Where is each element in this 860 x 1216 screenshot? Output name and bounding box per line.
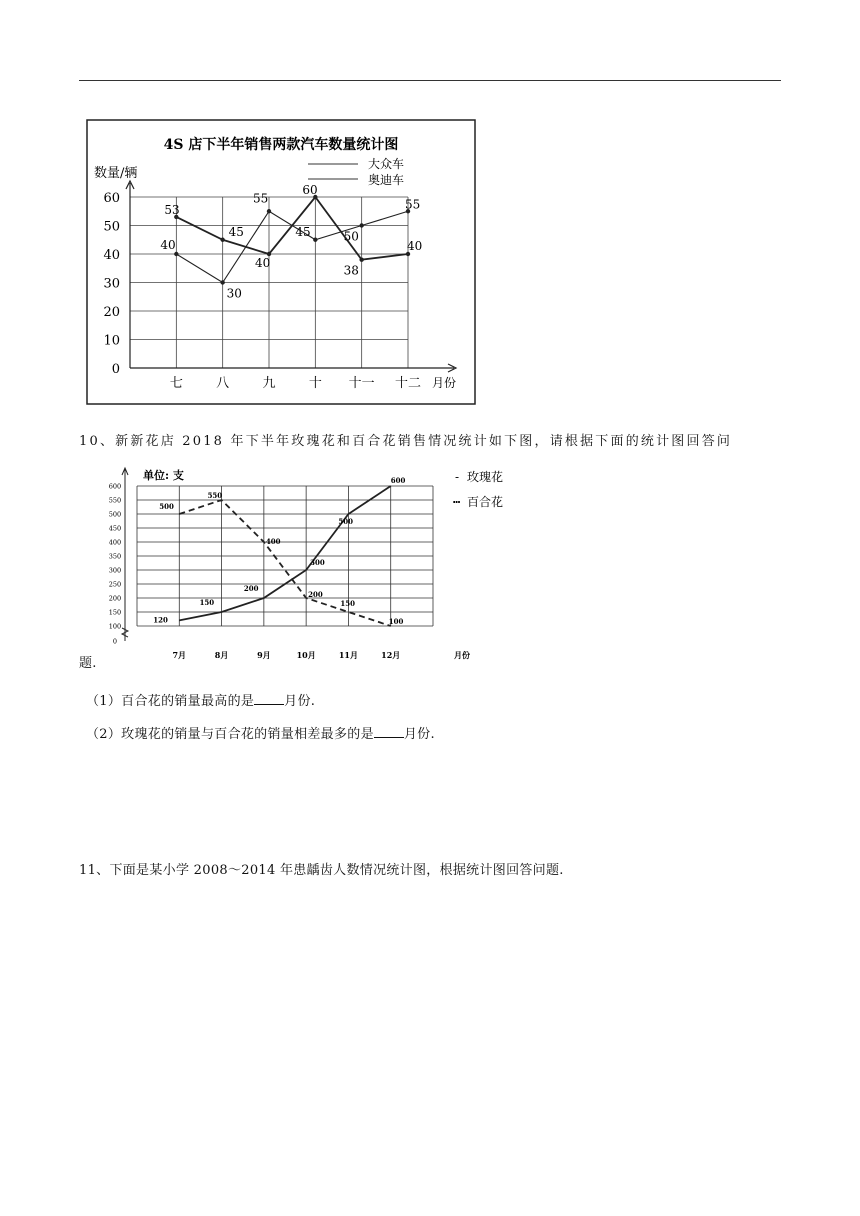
data-point [313,238,317,242]
x-tick-label: 11月 [338,650,358,660]
data-point [220,238,224,242]
grid [122,468,433,641]
x-tick-label: 十二 [394,376,422,391]
data-label: 55 [253,191,269,206]
axis-break [122,628,128,637]
y-tick-label: 20 [103,305,120,320]
y-tick-label: 450 [108,524,122,533]
legend-label-2: 百合花 [467,495,504,509]
data-label: 150 [340,599,356,608]
y-tick-label: 200 [108,594,122,603]
series-line-2 [179,500,390,626]
data-label: 45 [295,224,311,239]
y-axis-label: 单位: 支 [143,469,184,482]
question-10-continuation: 题. [79,656,97,671]
data-label: 45 [228,224,244,239]
sub-question-1-text: （1）百合花的销量最高的是 [86,694,255,709]
legend-label-2: 奥迪车 [368,173,405,187]
data-label: 200 [308,590,323,599]
data-point [267,209,271,213]
sub-question-1-suffix: 月份. [284,694,316,709]
x-tick-label: 10月 [296,650,316,660]
sub-question-2-suffix: 月份. [403,727,435,742]
flower-sales-line-chart [105,465,525,665]
data-point [174,252,178,256]
sub-question-1 [86,690,315,709]
data-label: 40 [407,239,423,253]
y-axis-label: 数量/辆 [94,166,138,181]
y-tick-label: 100 [108,622,122,631]
x-tick-label: 9月 [257,650,271,660]
data-label: 30 [226,286,242,301]
x-tick-label: 七 [169,376,183,391]
data-label: 500 [338,517,354,526]
answer-blank-1[interactable] [254,692,284,705]
chart-title: 4S 店下半年销售两款汽车数量统计图 [163,137,399,153]
data-point [359,258,363,262]
sub-question-2-text: （2）玫瑰花的销量与百合花的销量相差最多的是 [86,727,374,742]
x-tick-label: 十一 [348,376,375,391]
x-tick-label: 12月 [381,650,401,660]
y-tick-label: 350 [108,552,122,561]
data-label: 100 [388,617,404,626]
answer-blank-2[interactable] [374,725,404,738]
x-tick-label: 8月 [214,650,229,660]
data-label: 40 [160,238,176,252]
y-tick-label: 0 [112,637,118,646]
y-tick-label: 0 [111,362,120,377]
y-tick-label: 600 [108,482,122,491]
data-label: 120 [153,615,168,625]
x-tick-label: 7月 [172,650,187,660]
data-label: 550 [207,491,223,500]
legend-mark-1: - [455,470,460,484]
legend-label-1: 玫瑰花 [467,470,504,484]
data-label: 38 [343,263,359,278]
y-tick-label: 50 [103,219,120,235]
data-label: 60 [302,183,318,197]
data-label: 150 [199,598,215,607]
y-tick-label: 250 [108,580,122,589]
car-sales-line-chart [86,119,476,405]
data-label: 200 [243,584,259,593]
data-point [220,280,224,284]
y-tick-label: 150 [108,608,122,617]
data-label: 300 [310,558,325,567]
x-tick-label: 八 [216,376,230,391]
y-tick-label: 30 [103,276,120,292]
legend [453,470,503,509]
data-label: 600 [390,476,406,485]
y-tick-label: 300 [108,566,122,575]
question-10-text: 10、新新花店 2018 年下半年玫瑰花和百合花销售情况统计如下图，请根据下面的统计图回答问 [79,434,733,449]
y-tick-label: 60 [103,191,120,206]
chart-frame [87,120,475,404]
data-label: 40 [255,256,271,270]
x-tick-label: 九 [262,376,276,391]
legend-mark-2: ┅ [453,495,461,509]
y-tick-label: 400 [108,538,122,547]
x-tick-label: 十 [308,376,322,391]
data-point [359,223,363,227]
data-label: 53 [164,202,180,217]
x-axis-label: 月份 [454,650,470,660]
x-axis-label: 月份 [432,376,457,390]
data-label: 50 [343,229,359,244]
data-labels [153,476,405,626]
y-tick-label: 10 [103,333,120,349]
y-tick-label: 550 [108,496,122,505]
data-label: 400 [265,537,281,546]
data-label: 500 [159,502,174,511]
y-tick-label: 500 [108,510,122,519]
question-11-text: 11、下面是某小学 2008～2014 年患龋齿人数情况统计图，根据统计图回答问题. [79,863,564,878]
legend-label-1: 大众车 [368,157,405,171]
header-rule [79,80,781,81]
sub-question-2 [86,723,435,742]
data-label: 55 [405,197,421,212]
y-tick-label: 40 [103,248,120,263]
